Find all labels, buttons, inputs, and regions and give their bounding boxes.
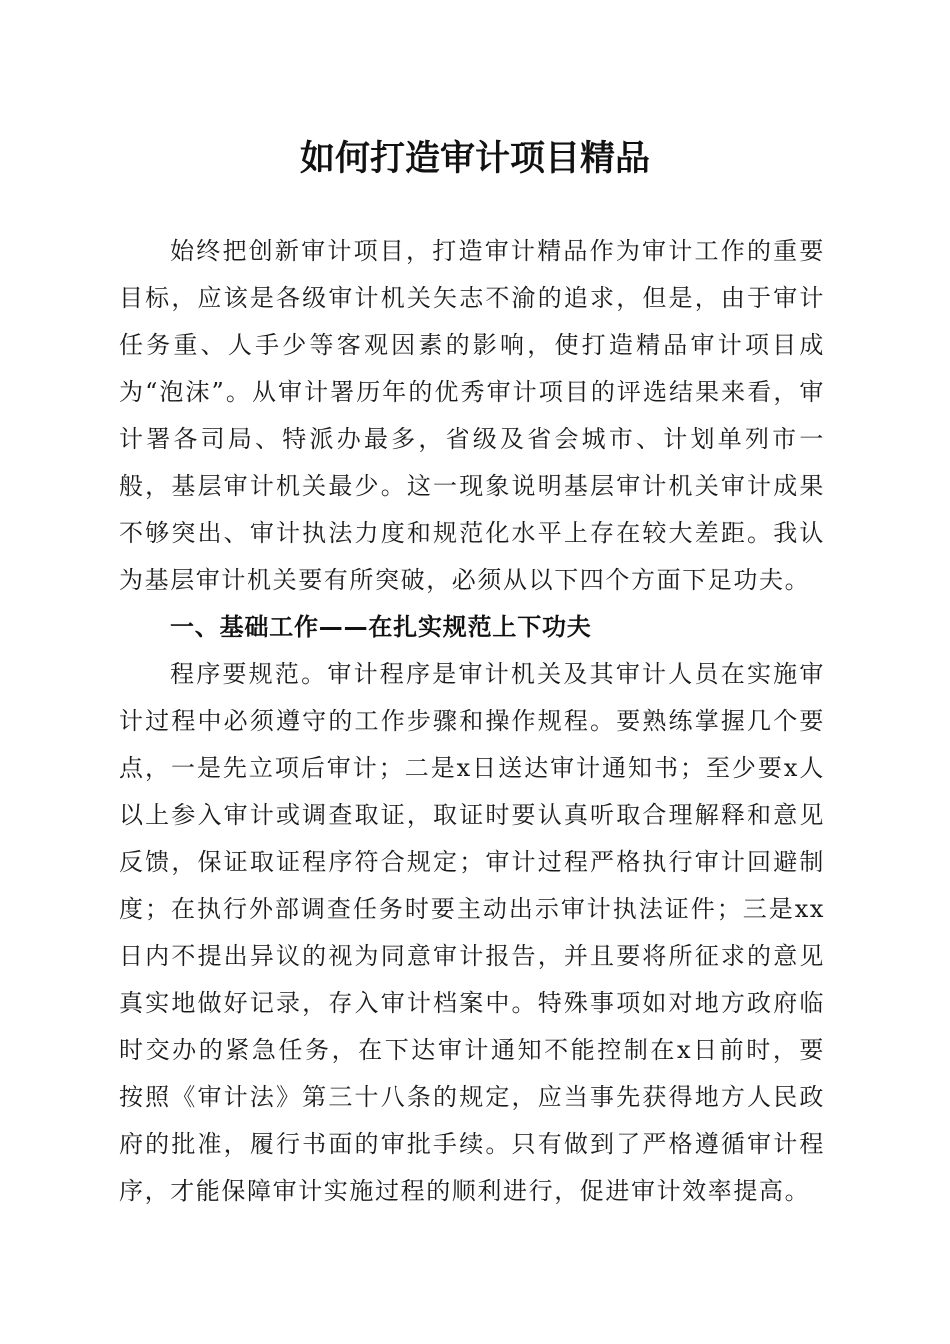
document-body [119, 228, 825, 1215]
section-heading: 一、基础工作——在扎实规范上下功夫 [170, 613, 592, 641]
intro-paragraph: 始终把创新审计项目，打造审计精品作为审计工作的重要目标，应该是各级审计机关矢志不渝的追求，但是，由于审计任务重、人手少等客观因素的影响，使打造精品审计项目成为“泡沫”。从审计署历年的优秀审计项目的评选结果来看，审计署各司局、特派办最多，省级及省会城市、计划单列市一般，基层审计机关最少。这一现象说明基层审计机关审计成果不够突出、审计执法力度和规范化水平上存在较大差距。我认为基层审计机关要有所突破，必须从以下四个方面下足功夫。 [119, 237, 825, 594]
document-title: 如何打造审计项目精品 [299, 138, 650, 179]
section-paragraph: 程序要规范。审计程序是审计机关及其审计人员在实施审计过程中必须遵守的工作步骤和操作规程。要熟练掌握几个要点，一是先立项后审计；二是x日送达审计通知书；至少要x人以上参入审计或调查取证，取证时要认真听取合理解释和意见反馈，保证取证程序符合规定；审计过程严格执行审计回避制度；在执行外部调查任务时要主动出示审计执法证件；三是xx日内不提出异议的视为同意审计报告，并且要将所征求的意见真实地做好记录，存入审计档案中。特殊事项如对地方政府临时交办的紧急任务，在下达审计通知不能控制在x日前时，要按照《审计法》第三十八条的规定，应当事先获得地方人民政府的批准，履行书面的审批手续。只有做到了严格遵循审计程序，才能保障审计实施过程的顺利进行，促进审计效率提高。 [119, 660, 825, 1205]
